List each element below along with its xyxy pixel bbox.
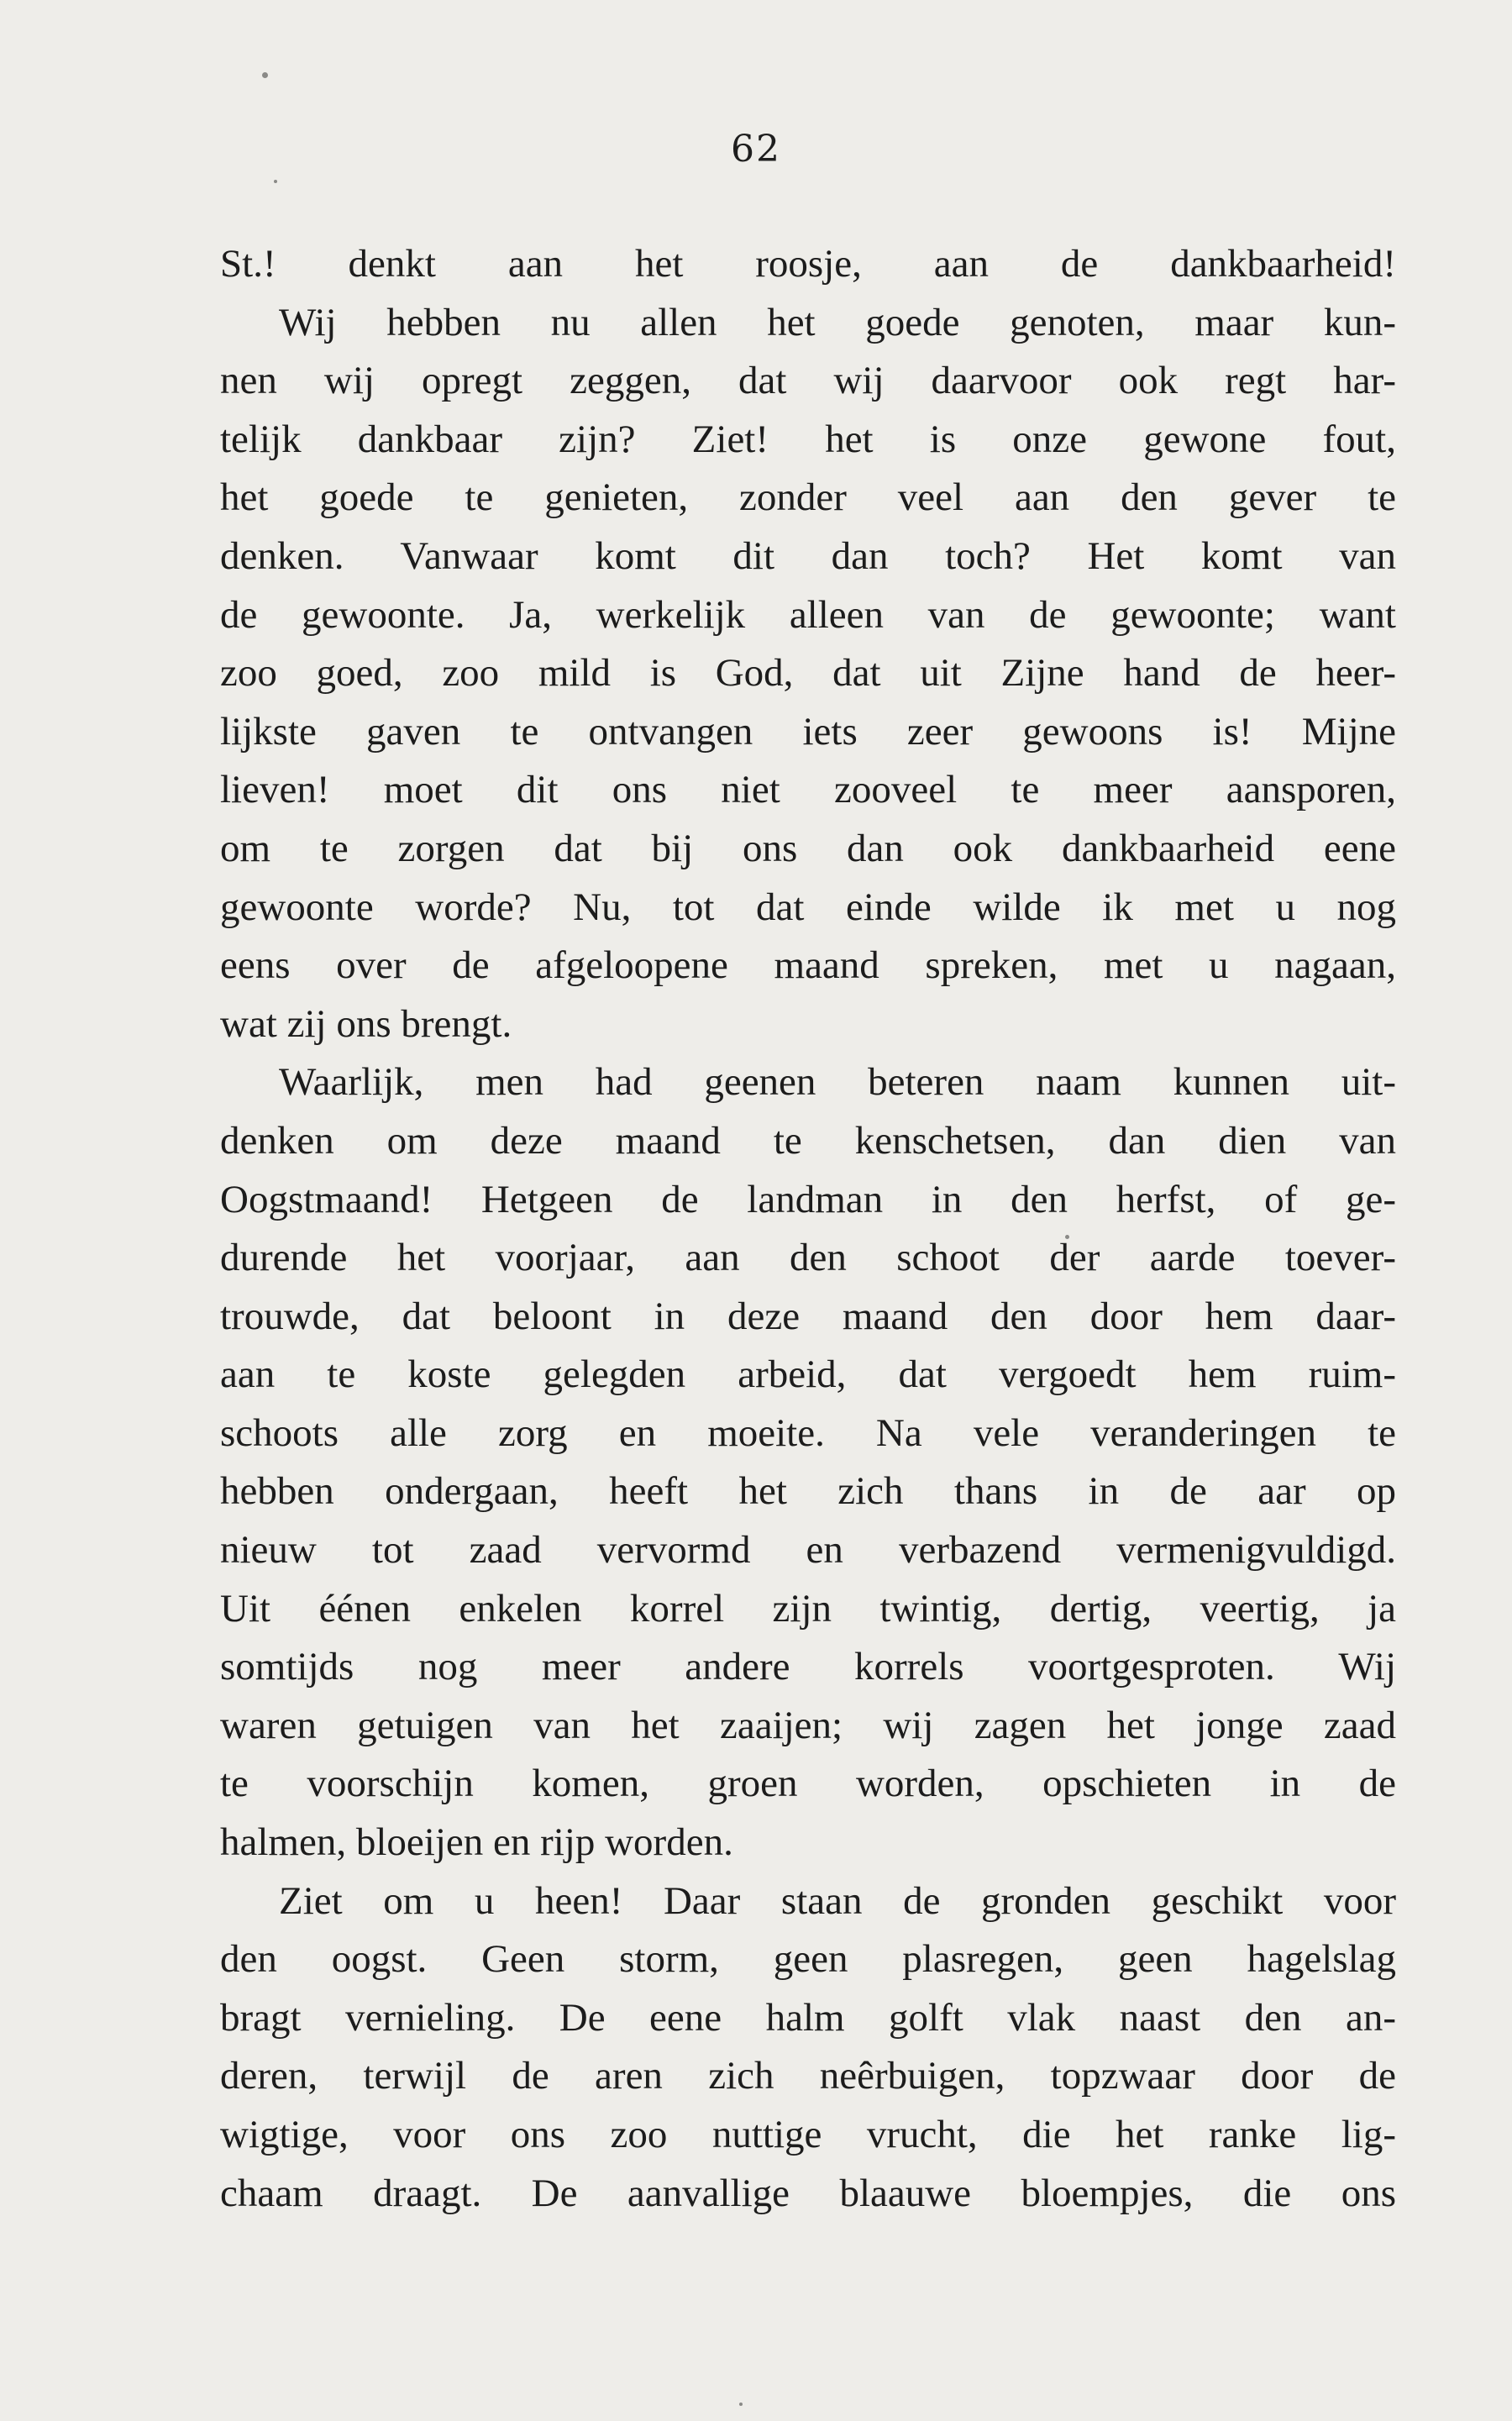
page-number: 62 <box>731 128 781 171</box>
text-line: den oogst. Geen storm, geen plasregen, geen hagelslag <box>220 1937 1396 1982</box>
text-line: schoots alle zorg en moeite. Na vele veranderingen te <box>220 1410 1396 1455</box>
ink-speck <box>739 2403 743 2406</box>
text-line: wat zij ons brengt. <box>220 1001 512 1046</box>
text-line: durende het voorjaar, aan den schoot der aarde toever- <box>220 1236 1396 1280</box>
text-line: deren, terwijl de aren zich neêrbuigen, topzwaar door de <box>220 2054 1396 2098</box>
text-line: chaam draagt. De aanvallige blaauwe bloempjes, die ons <box>220 2171 1396 2215</box>
text-line: St.! denkt aan het roosje, aan de dankbaarheid! <box>220 242 1396 286</box>
text-line: Waarlijk, men had geenen beteren naam kunnen uit- <box>279 1060 1396 1105</box>
text-line: denken om deze maand te kenschetsen, dan dien van <box>220 1118 1396 1163</box>
text-line: lijkste gaven te ontvangen iets zeer gewoons is! Mijne <box>220 709 1396 754</box>
ink-speck <box>274 180 277 183</box>
text-line: gewoonte worde? Nu, tot dat einde wilde ik met u nog <box>220 885 1396 929</box>
text-line: wigtige, voor ons zoo nuttige vrucht, die het ranke lig- <box>220 2113 1396 2156</box>
text-line: Uit éénen enkelen korrel zijn twintig, dertig, veertig, ja <box>220 1586 1396 1631</box>
text-line: hebben ondergaan, heeft het zich thans in de aar op <box>220 1469 1396 1514</box>
text-line: eens over de afgeloopene maand spreken, met u nagaan, <box>220 943 1396 988</box>
text-line: om te zorgen dat bij ons dan ook dankbaarheid eene <box>220 826 1396 870</box>
text-line: Ziet om u heen! Daar staan de gronden geschikt voor <box>279 1878 1396 1923</box>
text-line: halmen, bloeijen en rijp worden. <box>220 1820 733 1865</box>
body-text <box>220 235 1396 2223</box>
text-line: het goede te genieten, zonder veel aan den gever te <box>220 475 1396 520</box>
text-line: zoo goed, zoo mild is God, dat uit Zijne hand de heer- <box>220 651 1396 696</box>
text-line: waren getuigen van het zaaijen; wij zagen het jonge zaad <box>220 1703 1396 1747</box>
text-line: Wij hebben nu allen het goede genoten, maar kun- <box>279 300 1396 344</box>
text-line: Oogstmaand! Hetgeen de landman in den herfst, of ge- <box>220 1177 1396 1221</box>
text-line: de gewoonte. Ja, werkelijk alleen van de gewoonte; want <box>220 592 1396 637</box>
text-line: nieuw tot zaad vervormd en verbazend vermenigvuldigd. <box>220 1528 1396 1573</box>
text-line: denken. Vanwaar komt dit dan toch? Het komt van <box>220 533 1396 578</box>
text-line: nen wij opregt zeggen, dat wij daarvoor ook regt har- <box>220 359 1396 403</box>
text-line: somtijds nog meer andere korrels voortgesproten. Wij <box>220 1645 1396 1689</box>
text-line: telijk dankbaar zijn? Ziet! het is onze gewone fout, <box>220 417 1396 461</box>
ink-speck <box>262 72 268 78</box>
text-line: te voorschijn komen, groen worden, opschieten in de <box>220 1762 1396 1806</box>
text-line: lieven! moet dit ons niet zooveel te meer aansporen, <box>220 768 1396 812</box>
text-line: trouwde, dat beloont in deze maand den door hem daar- <box>220 1294 1396 1338</box>
text-line: bragt vernieling. De eene halm golft vlak naast den an- <box>220 1995 1396 2040</box>
text-line: aan te koste gelegden arbeid, dat vergoedt hem ruim- <box>220 1352 1396 1397</box>
